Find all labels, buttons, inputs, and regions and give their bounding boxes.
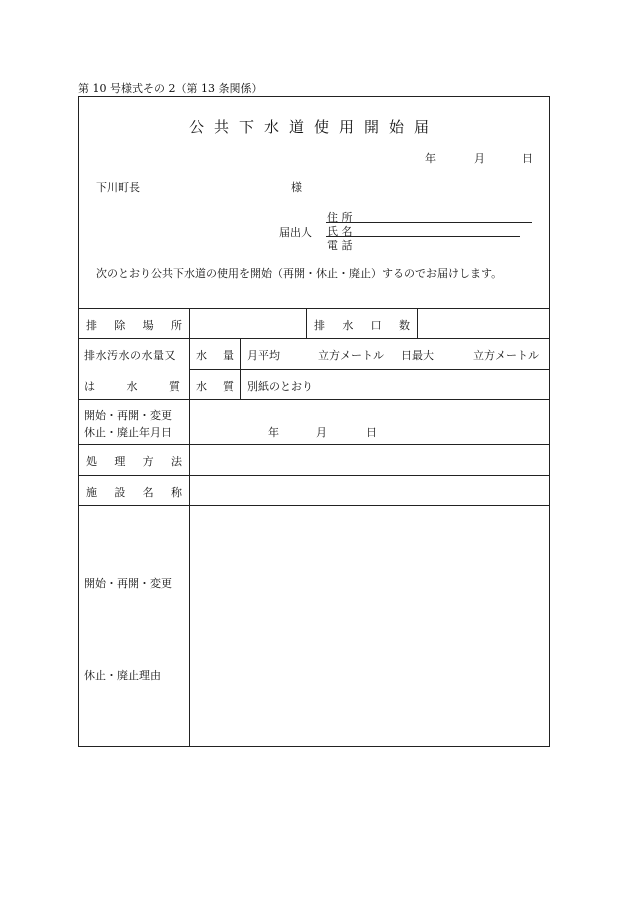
rule-label-column xyxy=(189,308,190,747)
intro-text: 次のとおり公共下水道の使用を開始（再開・休止・廃止）するのでお届けします。 xyxy=(96,267,503,280)
date-year-label: 年 xyxy=(425,152,436,165)
date-row-label-line1: 開始・再開・変更 xyxy=(84,409,172,422)
rule-table-top xyxy=(78,308,550,309)
date-day-label: 日 xyxy=(522,152,533,165)
reason-label-line2: 休止・廃止理由 xyxy=(84,669,161,682)
rule-row-4 xyxy=(78,475,550,476)
form-title: 公共下水道使用開始届 xyxy=(188,118,439,136)
facility-name-label: 施 設 名 称 xyxy=(86,486,182,499)
treatment-method-label: 処 理 方 法 xyxy=(86,455,182,468)
discharge-location-label: 排 除 場 所 xyxy=(86,319,182,332)
date-month-label: 月 xyxy=(474,152,485,165)
rule-row-2 xyxy=(78,399,550,400)
address-label: 住 所 xyxy=(327,211,353,224)
volume-label: 水 量 xyxy=(196,349,234,362)
event-date-month: 月 xyxy=(316,426,327,439)
reason-label-line1: 開始・再開・変更 xyxy=(84,577,172,590)
outlet-count-label: 排 水 口 数 xyxy=(314,319,410,332)
name-label: 氏 名 xyxy=(327,225,353,238)
applicant-label: 届出人 xyxy=(279,226,312,239)
rule-outlet-label-right xyxy=(417,308,418,338)
volume-daily-max: 日最大 xyxy=(401,349,434,362)
rule-row-3 xyxy=(78,444,550,445)
form-number: 第 10 号様式その 2（第 13 条関係） xyxy=(78,82,263,95)
addressee-name: 下川町長 xyxy=(96,181,140,194)
date-row-label-line2: 休止・廃止年月日 xyxy=(84,426,172,439)
quality-value: 別紙のとおり xyxy=(247,380,313,393)
rule-row-5 xyxy=(78,505,550,506)
wastewater-label-line2: は 水 質 xyxy=(84,380,180,393)
event-date-year: 年 xyxy=(268,426,279,439)
rule-volume-quality xyxy=(189,369,550,370)
wastewater-label-line1: 排水汚水の水量又 xyxy=(84,349,176,362)
unit-cubic-meter-daily: 立方メートル xyxy=(473,349,539,362)
address-line xyxy=(326,222,532,223)
rule-volume-subcolumn xyxy=(240,338,241,399)
event-date-day: 日 xyxy=(366,426,377,439)
volume-monthly-average: 月平均 xyxy=(247,349,280,362)
unit-cubic-meter-monthly: 立方メートル xyxy=(318,349,384,362)
rule-row-1 xyxy=(78,338,550,339)
name-line xyxy=(326,236,520,237)
addressee-honorific: 様 xyxy=(291,181,302,194)
phone-label: 電 話 xyxy=(327,239,353,252)
rule-outlet-label-left xyxy=(306,308,307,338)
quality-label: 水 質 xyxy=(196,380,234,393)
